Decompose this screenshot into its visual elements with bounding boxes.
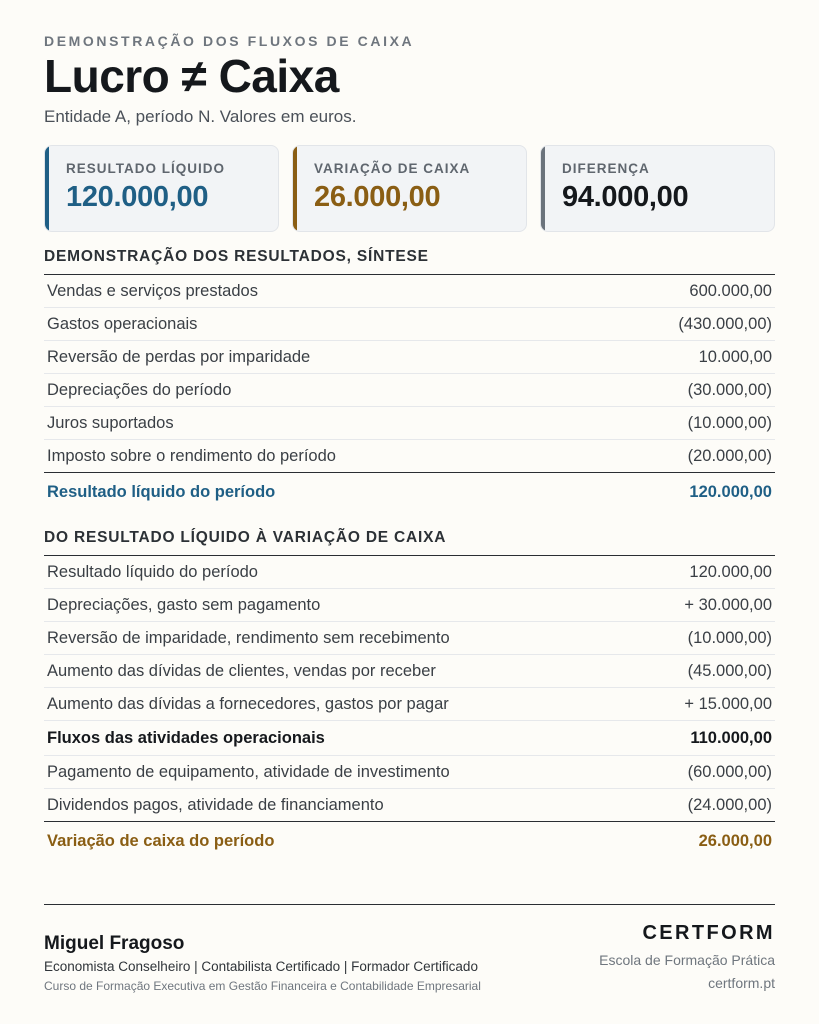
income-statement-table: [44, 274, 775, 511]
row-value: 120.000,00: [689, 562, 772, 581]
cash-reconciliation-title: DO RESULTADO LÍQUIDO À VARIAÇÃO DE CAIXA: [44, 529, 447, 546]
table-row: [44, 374, 775, 407]
row-label: Aumento das dívidas de clientes, vendas por receber: [47, 661, 436, 680]
card-value: 26.000,00: [314, 181, 441, 213]
table-row: [44, 789, 775, 822]
row-label: Vendas e serviços prestados: [47, 281, 258, 300]
cash-change-card: [292, 145, 527, 232]
document-eyebrow: DEMONSTRAÇÃO DOS FLUXOS DE CAIXA: [44, 33, 415, 49]
total-label: Variação de caixa do período: [47, 831, 275, 850]
page-title: Lucro ≠ Caixa: [44, 50, 339, 102]
total-value: 120.000,00: [689, 482, 772, 501]
subtotal-label: Fluxos das atividades operacionais: [47, 728, 325, 747]
row-label: Reversão de imparidade, rendimento sem recebimento: [47, 628, 450, 647]
row-value: (45.000,00): [687, 661, 772, 680]
table-row: [44, 308, 775, 341]
brand-logo: CERTFORM: [642, 922, 775, 944]
table-row: [44, 688, 775, 721]
row-value: (20.000,00): [687, 446, 772, 465]
table-row: [44, 341, 775, 374]
author-role: Economista Conselheiro | Contabilista Certificado | Formador Certificado: [44, 959, 478, 974]
table-row: [44, 655, 775, 688]
row-label: Pagamento de equipamento, atividade de investimento: [47, 762, 450, 781]
income-statement-title: DEMONSTRAÇÃO DOS RESULTADOS, SÍNTESE: [44, 248, 429, 265]
cash-reconciliation-table: [44, 555, 775, 860]
table-row: [44, 756, 775, 789]
card-value: 120.000,00: [66, 181, 209, 213]
row-label: Dividendos pagos, atividade de financiamento: [47, 795, 384, 814]
row-label: Depreciações do período: [47, 380, 232, 399]
subtotal-value: 110.000,00: [690, 728, 772, 747]
summary-cards: [44, 145, 775, 232]
row-label: Reversão de perdas por imparidade: [47, 347, 311, 366]
net-income-total-row: [44, 473, 775, 511]
row-value: (10.000,00): [687, 628, 772, 647]
net-income-card: [44, 145, 279, 232]
table-row: [44, 407, 775, 440]
row-value: (24.000,00): [687, 795, 772, 814]
card-accent-bar: [541, 146, 545, 231]
author-course: Curso de Formação Executiva em Gestão Financeira e Contabilidade Empresarial: [44, 979, 481, 993]
row-label: Juros suportados: [47, 413, 174, 432]
row-value: 600.000,00: [689, 281, 772, 300]
card-value: 94.000,00: [562, 181, 689, 213]
card-accent-bar: [293, 146, 297, 231]
row-value: (10.000,00): [687, 413, 772, 432]
row-label: Aumento das dívidas a fornecedores, gastos por pagar: [47, 694, 449, 713]
row-value: (430.000,00): [678, 314, 772, 333]
row-label: Imposto sobre o rendimento do período: [47, 446, 336, 465]
cash-change-total-row: [44, 822, 775, 860]
row-value: + 30.000,00: [684, 595, 772, 614]
table-row: [44, 275, 775, 308]
table-row: [44, 440, 775, 473]
row-label: Resultado líquido do período: [47, 562, 258, 581]
row-value: (60.000,00): [687, 762, 772, 781]
page-subtitle: Entidade A, período N. Valores em euros.: [44, 107, 357, 126]
row-label: Depreciações, gasto sem pagamento: [47, 595, 321, 614]
table-row: [44, 589, 775, 622]
table-row: [44, 622, 775, 655]
footer-divider: [44, 904, 775, 905]
card-label: DIFERENÇA: [562, 161, 650, 176]
difference-card: [540, 145, 775, 232]
total-value: 26.000,00: [698, 831, 772, 850]
row-value: 10.000,00: [698, 347, 772, 366]
card-label: RESULTADO LÍQUIDO: [66, 161, 225, 176]
total-label: Resultado líquido do período: [47, 482, 276, 501]
author-name: Miguel Fragoso: [44, 933, 185, 954]
operating-cash-flow-row: [44, 721, 775, 756]
table-row: [44, 556, 775, 589]
brand-tagline: Escola de Formação Prática: [599, 952, 775, 968]
card-accent-bar: [45, 146, 49, 231]
row-value: (30.000,00): [687, 380, 772, 399]
brand-website-link[interactable]: certform.pt: [708, 975, 775, 991]
row-value: + 15.000,00: [684, 694, 772, 713]
row-label: Gastos operacionais: [47, 314, 198, 333]
card-label: VARIAÇÃO DE CAIXA: [314, 161, 471, 176]
